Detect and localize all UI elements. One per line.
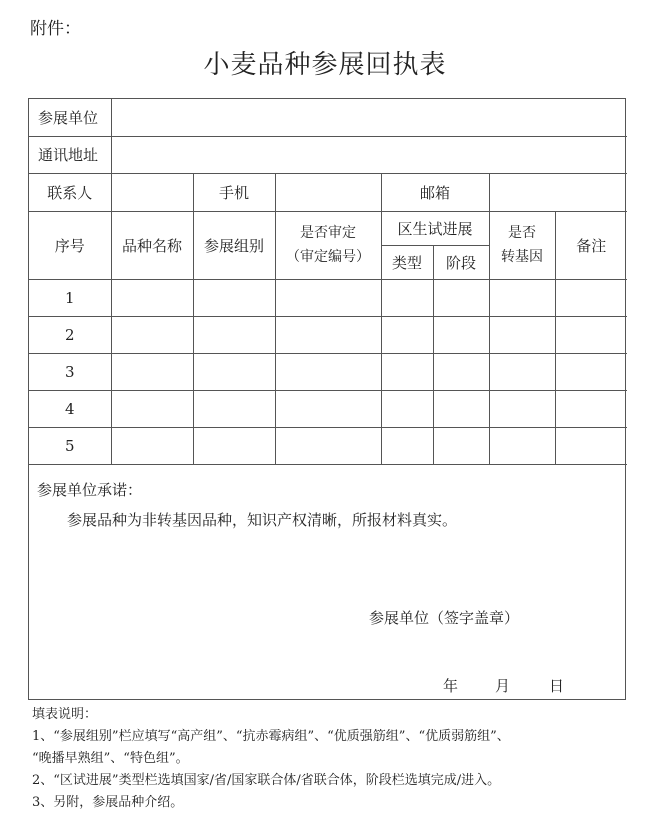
variety-cell[interactable] <box>111 427 193 464</box>
variety-cell[interactable] <box>111 390 193 427</box>
trial-stage-cell[interactable] <box>433 353 489 390</box>
email-field[interactable] <box>489 173 627 211</box>
address-row <box>29 136 627 173</box>
approved-cell[interactable] <box>275 353 381 390</box>
email-label: 邮箱 <box>381 173 489 211</box>
gm-cell[interactable] <box>489 279 555 316</box>
date-year-label: 年 <box>443 677 459 695</box>
contact-field[interactable] <box>111 173 193 211</box>
phone-label: 手机 <box>193 173 275 211</box>
form-table <box>29 99 627 465</box>
header-row <box>29 211 627 245</box>
approved-cell[interactable] <box>275 316 381 353</box>
gm-cell[interactable] <box>489 353 555 390</box>
table-row <box>29 427 627 464</box>
group-cell[interactable] <box>193 427 275 464</box>
trial-type-cell[interactable] <box>381 279 433 316</box>
trial-stage-cell[interactable] <box>433 427 489 464</box>
trial-stage-header: 阶段 <box>433 245 489 279</box>
note-line-1b: “晚播早熟组”、“特色组”。 <box>32 751 189 766</box>
remark-cell[interactable] <box>555 427 627 464</box>
approved-cell[interactable] <box>275 427 381 464</box>
gm-header <box>489 211 555 279</box>
contact-row <box>29 173 627 211</box>
attachment-label: 附件： <box>30 19 81 39</box>
gm-header-line1: 是否 <box>508 225 536 241</box>
gm-cell[interactable] <box>489 427 555 464</box>
group-header: 参展组别 <box>193 211 275 279</box>
approved-cell[interactable] <box>275 390 381 427</box>
trial-type-cell[interactable] <box>381 427 433 464</box>
row-number: 4 <box>29 390 111 427</box>
seq-header: 序号 <box>29 211 111 279</box>
table-row <box>29 316 627 353</box>
group-cell[interactable] <box>193 279 275 316</box>
variety-header: 品种名称 <box>111 211 193 279</box>
approved-header <box>275 211 381 279</box>
date-month-label: 月 <box>495 677 511 695</box>
unit-field[interactable] <box>111 99 627 136</box>
pledge-title: 参展单位承诺： <box>37 481 143 499</box>
gm-cell[interactable] <box>489 390 555 427</box>
address-label: 通讯地址 <box>29 136 111 173</box>
note-line-3: 3、另附，参展品种介绍。 <box>32 795 184 810</box>
remark-cell[interactable] <box>555 353 627 390</box>
trial-stage-cell[interactable] <box>433 316 489 353</box>
trial-header: 区生试进展 <box>381 211 489 245</box>
gm-cell[interactable] <box>489 316 555 353</box>
notes-title: 填表说明： <box>32 707 98 722</box>
fill-instructions <box>32 704 632 814</box>
row-number: 3 <box>29 353 111 390</box>
row-number: 1 <box>29 279 111 316</box>
table-row <box>29 279 627 316</box>
gm-header-line2: 转基因 <box>501 249 543 265</box>
trial-stage-cell[interactable] <box>433 279 489 316</box>
remark-cell[interactable] <box>555 390 627 427</box>
note-line-1: 1、“参展组别”栏应填写“高产组”、“抗赤霉病组”、“优质强筋组”、“优质弱筋组”、 <box>32 729 510 744</box>
phone-field[interactable] <box>275 173 381 211</box>
date-day-label: 日 <box>549 677 565 695</box>
remark-header: 备注 <box>555 211 627 279</box>
variety-cell[interactable] <box>111 316 193 353</box>
note-line-2: 2、“区试进展”类型栏选填国家/省/国家联合体/省联合体，阶段栏选填完成/进入。 <box>32 773 501 788</box>
remark-cell[interactable] <box>555 279 627 316</box>
address-field[interactable] <box>111 136 627 173</box>
group-cell[interactable] <box>193 316 275 353</box>
pledge-text: 参展品种为非转基因品种，知识产权清晰，所报材料真实。 <box>67 511 458 529</box>
trial-type-cell[interactable] <box>381 316 433 353</box>
trial-type-cell[interactable] <box>381 390 433 427</box>
approved-header-line2: （审定编号） <box>286 249 370 265</box>
trial-type-header: 类型 <box>381 245 433 279</box>
pledge-section <box>29 465 625 699</box>
trial-stage-cell[interactable] <box>433 390 489 427</box>
contact-label: 联系人 <box>29 173 111 211</box>
page-title: 小麦品种参展回执表 <box>203 50 447 80</box>
signature-label: 参展单位（签字盖章） <box>369 609 520 627</box>
row-number: 5 <box>29 427 111 464</box>
approved-header-line1: 是否审定 <box>300 225 356 241</box>
group-cell[interactable] <box>193 390 275 427</box>
unit-row <box>29 99 627 136</box>
variety-cell[interactable] <box>111 353 193 390</box>
remark-cell[interactable] <box>555 316 627 353</box>
receipt-form <box>28 98 626 700</box>
table-row <box>29 353 627 390</box>
trial-type-cell[interactable] <box>381 353 433 390</box>
group-cell[interactable] <box>193 353 275 390</box>
table-row <box>29 390 627 427</box>
approved-cell[interactable] <box>275 279 381 316</box>
row-number: 2 <box>29 316 111 353</box>
variety-cell[interactable] <box>111 279 193 316</box>
unit-label: 参展单位 <box>29 99 111 136</box>
